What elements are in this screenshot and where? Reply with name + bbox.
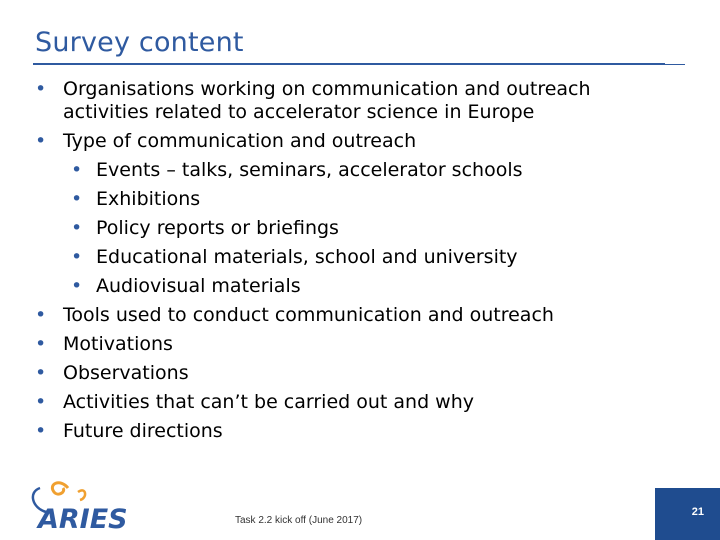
bullet-icon: • [71,217,83,239]
bullet-icon: • [71,275,83,297]
sub-list-item [63,188,644,211]
sub-list-item [63,275,644,298]
list-item-text: Observations [63,362,189,384]
title-underline-tail [665,64,685,65]
page-number: 21 [691,506,704,518]
bullet-icon: • [35,420,47,442]
bullet-icon: • [35,362,47,384]
list-item [34,420,644,443]
sub-list-item-text: Exhibitions [96,188,201,210]
list-item-text: Motivations [63,333,173,355]
list-item-text: Organisations working on communication and outreach activities related to accelerator science in Europe [63,78,591,123]
footer-text: Task 2.2 kick off (June 2017) [235,515,363,526]
bullet-icon: • [35,391,47,413]
list-item-text: Tools used to conduct communication and outreach [63,304,554,326]
list-item-text: Type of communication and outreach [63,130,417,152]
bullet-icon: • [71,246,83,268]
list-item [34,333,644,356]
page-number-box [655,488,720,540]
sub-list-item [63,217,644,240]
sub-bullet-list [63,159,644,298]
bullet-icon: • [71,159,83,181]
list-item [34,362,644,385]
sub-list-item-text: Policy reports or briefings [96,217,339,239]
bullet-icon: • [35,304,47,326]
slide-title: Survey content [35,27,244,58]
sub-list-item-text: Events – talks, seminars, accelerator schools [96,159,523,181]
sub-list-item-text: Audiovisual materials [96,275,301,297]
aries-ram-logo-icon [24,470,144,532]
sub-list-item [63,246,644,269]
bullet-list [34,78,644,449]
bullet-icon: • [35,333,47,355]
list-item [34,130,644,298]
bullet-icon: • [71,188,83,210]
list-item [34,304,644,327]
aries-logo [24,470,144,532]
sub-list-item-text: Educational materials, school and university [96,246,518,268]
list-item [34,78,644,124]
list-item [34,391,644,414]
list-item-text: Future directions [63,420,223,442]
sub-list-item [63,159,644,182]
list-item-text: Activities that can’t be carried out and why [63,391,475,413]
bullet-icon: • [35,78,47,100]
title-underline [33,63,665,65]
logo-wordmark: ARIES [38,504,128,532]
bullet-icon: • [35,130,47,152]
